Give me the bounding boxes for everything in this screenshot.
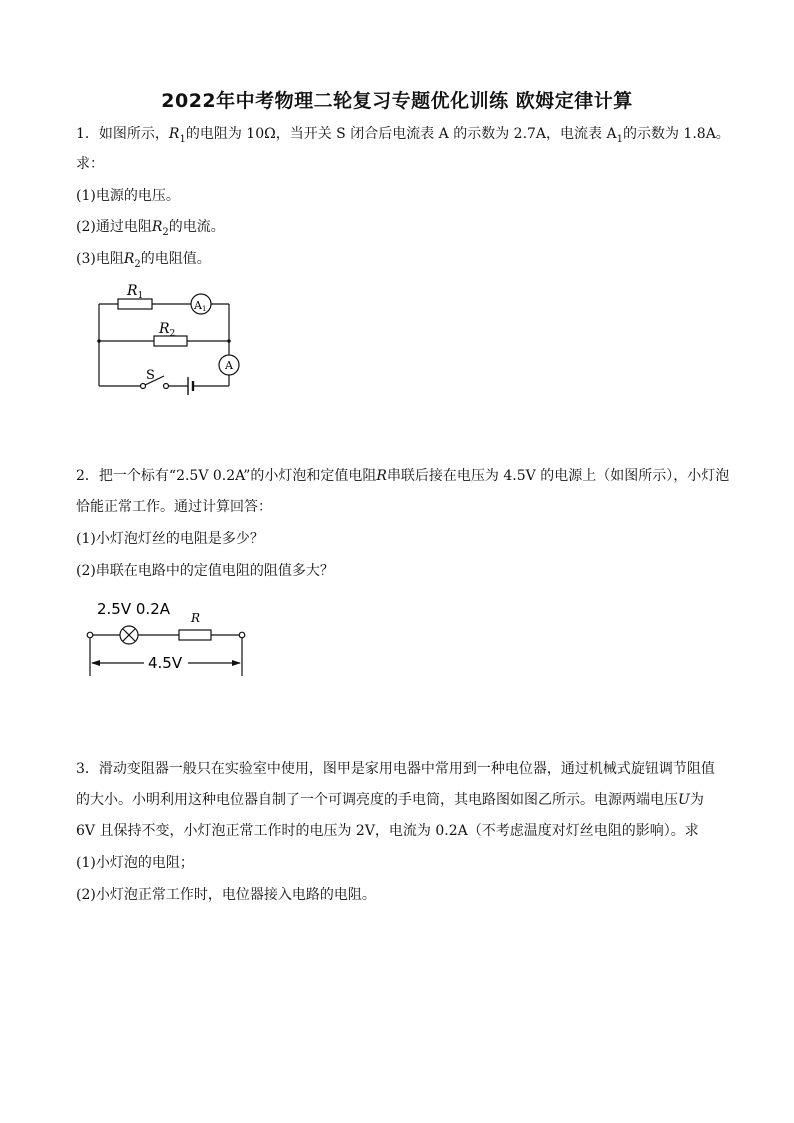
q3-line3: 6V 且保持不变，小灯泡正常工作时的电压为 2V，电流为 0.2A（不考虑温度对灯丝电阻的影响）。求 <box>76 823 699 839</box>
q1-number: 1． <box>76 126 99 142</box>
q1-ammeter1-label: A1 <box>194 299 207 313</box>
q1-sub3: (3)电阻$R_2$的电阻值。 <box>76 251 211 270</box>
q1-r1-label: $R_1$ <box>127 283 144 301</box>
page-title: 2022年中考物理二轮复习专题优化训练 欧姆定律计算 <box>161 90 633 112</box>
q1-sub2: (2)通过电阻$R_2$的电流。 <box>76 219 225 238</box>
q3-line2: 的大小。小明利用这种电位器自制了一个可调亮度的手电筒，其电路图如图乙所示。电源两端电压U为 <box>76 792 704 808</box>
q2-r-label: R <box>191 611 201 625</box>
q2-sub1: (1)小灯泡灯丝的电阻是多少？ <box>76 531 264 547</box>
q1-circuit-diagram <box>90 280 250 395</box>
q3-number: 3． <box>76 761 99 777</box>
q3-sub2: (2)小灯泡正常工作时，电位器接入电路的电阻。 <box>76 887 376 903</box>
q2-line2: 恰能正常工作。通过计算回答： <box>76 499 272 515</box>
q1-r2-label: $R_2$ <box>159 321 176 339</box>
q2-lamp-label: 2.5V 0.2A <box>97 600 171 618</box>
q1-line2: 求： <box>76 156 104 172</box>
q2-sub2: (2)串联在电路中的定值电阻的阻值多大？ <box>76 563 334 579</box>
q2-number: 2． <box>76 468 99 484</box>
q1-switch-label: S <box>146 368 155 383</box>
q2-line1: 2．把一个标有“2.5V 0.2A”的小灯泡和定值电阻R串联后接在电压为 4.5V 的电源上（如图所示），小灯泡 <box>76 468 730 484</box>
q1-sub1: (1)电源的电压。 <box>76 188 180 204</box>
q3-line1: 3．滑动变阻器一般只在实验室中使用，图甲是家用电器中常用到一种电位器，通过机械式旋钮调节阻值 <box>76 761 715 777</box>
q2-circuit-diagram <box>80 596 252 678</box>
q3-sub1: (1)小灯泡的电阻； <box>76 855 194 871</box>
q1-ammeter-label: A <box>225 359 233 372</box>
q1-line1: 1．如图所示，$R_1$的电阻为 10Ω，当开关 S 闭合后电流表 A 的示数为 2.7A，电流表 $A_1$的示数为 1.8A。 <box>76 126 730 145</box>
q2-voltage-label: 4.5V <box>148 654 183 672</box>
